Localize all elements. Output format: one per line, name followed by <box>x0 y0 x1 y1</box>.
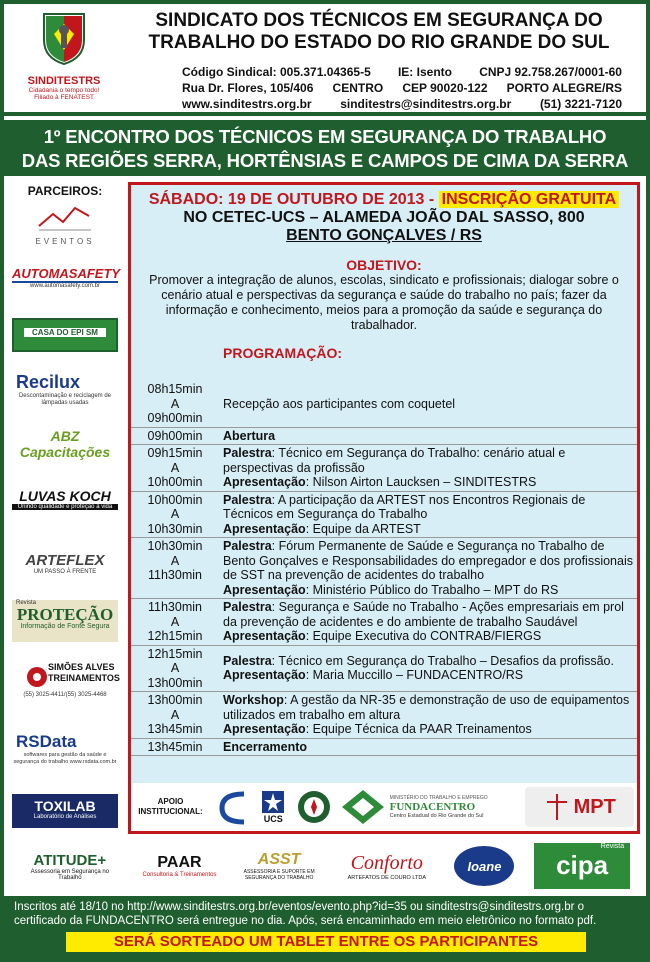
objective-title: OBJETIVO: <box>346 257 422 273</box>
partner-simoes-alves-sub: (55) 3025-4411/(55) 3025-4468 <box>23 692 107 698</box>
footer-text <box>14 900 638 928</box>
time-start: 10h30min <box>147 539 203 553</box>
schedule-row <box>131 538 637 599</box>
sponsor-asst-label: ASST <box>257 851 301 868</box>
cnpj: CNPJ 92.758.267/0001-60 <box>479 65 622 79</box>
cetec-icon <box>216 788 250 826</box>
session-kind: Palestra <box>223 492 272 507</box>
time-sep: A <box>170 507 180 521</box>
partner-protecao-sub: Informação de Fonte Segura <box>20 623 110 630</box>
time-sep: A <box>170 460 180 475</box>
partner-abz-label: ABZ Capacitações <box>19 428 111 460</box>
sponsor-atitude <box>20 852 120 881</box>
time-start: 13h00min <box>147 693 203 707</box>
sponsor-cipa-label: cipa <box>556 850 609 880</box>
schedule-row <box>131 646 637 693</box>
presenter-label: Apresentação <box>223 475 306 489</box>
schedule-description <box>219 739 637 756</box>
partner-automasafety-sub: www.automasafety.com.br <box>30 283 100 289</box>
partner-protecao-small: Revista <box>16 600 37 606</box>
apoio-label: APOIO INSTITUCIONAL: <box>138 797 203 816</box>
event-city: BENTO GONÇALVES / RS <box>286 227 482 244</box>
time-start: 09h15min <box>147 446 203 460</box>
sponsor-conforto-sub: ARTEFATOS DE COURO LTDA <box>347 874 427 881</box>
footer-text-2: ou <box>406 901 427 913</box>
schedule-table <box>131 381 637 756</box>
sponsor-ioane: Ioane <box>454 846 514 886</box>
partner-rsdata-label: RSData <box>16 732 77 751</box>
partner-recilux-label: Recilux <box>16 372 81 392</box>
logo-name: SINDITESTRS <box>27 75 101 87</box>
sponsor-paar-label: PAAR <box>157 854 202 871</box>
event-venue: NO CETEC-UCS – ALAMEDA JOÃO DAL SASSO, 800 <box>183 209 585 226</box>
shield-icon <box>36 10 92 66</box>
schedule-time <box>131 692 219 738</box>
chart-line-icon <box>35 202 95 232</box>
footer <box>4 896 646 962</box>
sponsor-cipa <box>534 843 630 889</box>
raffle-banner: SERÁ SORTEADO UM TABLET ENTRE OS PARTICIPANTES <box>66 932 586 952</box>
partner-casa-epi-label: CASA DO EPI SM <box>24 328 106 337</box>
footer-text-3: o certificado da FUNDACENTRO será entregue no dia. Após, será encaminhado em meio eletrônico no formato pdf. <box>14 901 597 927</box>
sinditestrs-logo <box>12 10 116 110</box>
event-banner <box>4 120 646 176</box>
time-end: 10h00min <box>147 475 203 489</box>
partner-luvas-koch-sub: Unindo qualidade e proteção à vida <box>12 504 118 510</box>
partner-simoes-alves-label: SIMÕES ALVES TREINAMENTOS <box>48 662 120 683</box>
schedule-description <box>219 445 637 491</box>
apoio-fundacentro-sub: Centro Estadual do Rio Grande do Sul <box>389 812 484 819</box>
schedule-row <box>131 381 637 428</box>
time-start: 09h00min <box>147 428 203 443</box>
session-kind: Encerramento <box>223 739 308 754</box>
header <box>4 4 646 116</box>
time-sep: A <box>170 396 180 411</box>
partner-automasafety <box>12 266 121 306</box>
time-end: 13h00min <box>147 675 203 690</box>
mpt-scales-icon <box>544 792 570 822</box>
schedule-description <box>219 538 637 598</box>
partner-simoes-alves <box>12 662 118 714</box>
schedule-description <box>219 692 637 738</box>
presenter: : Maria Muccillo – FUNDACENTRO/RS <box>305 668 524 683</box>
time-start: 12h15min <box>147 646 203 661</box>
schedule-row <box>131 599 637 646</box>
address-street: Rua Dr. Flores, 105/406 <box>182 81 314 95</box>
session-kind: Palestra <box>223 446 272 460</box>
time-start: 10h00min <box>147 492 203 507</box>
session-title: : A gestão da NR-35 e demonstração de uso de equipamentos utilizados em trabalho em altura <box>223 693 630 722</box>
codigo-sindical: Código Sindical: 005.371.04365-5 <box>182 65 371 79</box>
partner-luvas-koch-label: LUVAS KOCH <box>19 488 111 504</box>
website-link[interactable]: www.sinditestrs.org.br <box>182 97 312 111</box>
program-title: PROGRAMAÇÃO: <box>223 345 342 361</box>
partners-title: PARCEIROS: <box>27 184 103 198</box>
schedule-row <box>131 692 637 739</box>
union-info <box>182 64 622 112</box>
title-line-1: SINDICATO DOS TÉCNICOS EM SEGURANÇA DO <box>155 10 603 31</box>
schedule-time <box>131 381 219 427</box>
sponsor-asst-sub: ASSESSORIA E SUPORTE EM SEGURANÇA DO TRABALHO <box>243 869 315 881</box>
schedule-row <box>131 428 637 446</box>
partner-toxilab <box>12 794 118 828</box>
address-cep: CEP 90020-122 <box>402 81 488 95</box>
apoio-logo-ucs <box>259 787 289 827</box>
sponsor-cipa-small: Revista <box>600 843 625 850</box>
apoio-logo-cetec <box>213 787 253 827</box>
apoio-fundacentro-label: FUNDACENTRO <box>389 800 476 813</box>
registration-email-link[interactable]: sinditestrs@sinditestrs.org.br <box>426 901 575 913</box>
bottom-sponsors <box>4 836 646 896</box>
free-registration-badge: INSCRIÇÃO GRATUITA <box>439 191 620 208</box>
sponsor-conforto-label: Conforto <box>350 851 423 874</box>
apoio-logo-fundacentro <box>340 787 520 827</box>
schedule-time <box>131 739 219 756</box>
session-title: : Fórum Permanente de Saúde e Segurança no Trabalho de Bento Gonçalves e Responsabilidades do empregador e dos profissionais de SST na prevenção de acidentes do trabalho <box>223 539 633 582</box>
time-start: 08h15min <box>147 382 203 396</box>
partner-protecao <box>12 600 118 642</box>
ucs-star-icon <box>261 790 285 814</box>
logo-affiliation: Filiado à FENATEST <box>34 94 94 101</box>
partner-recilux <box>12 372 118 412</box>
schedule-description <box>219 492 637 538</box>
schedule-time <box>131 646 219 692</box>
partner-casa-epi <box>12 318 118 352</box>
time-end: 10h30min <box>147 521 203 536</box>
presenter-label: Apresentação <box>223 722 306 736</box>
session-title: : Segurança e Saúde no Trabalho - Ações empresariais em prol da prevenção de acidentes e do ambiente de trabalho Saudável <box>223 600 624 629</box>
fundacentro-icon <box>340 788 386 826</box>
ie: IE: Isento <box>397 65 452 79</box>
session-kind: Palestra <box>223 539 272 553</box>
session-title: : Técnico em Segurança do Trabalho – Desafios da profissão. <box>271 653 614 668</box>
logo-slogan: Cidadania o tempo todo! <box>28 87 100 94</box>
partners-sidebar <box>4 176 126 836</box>
partner-eventos <box>12 202 118 248</box>
schedule-description <box>219 381 637 427</box>
apoio-mte: MINISTÉRIO DO TRABALHO E EMPREGO <box>389 794 488 801</box>
sponsor-conforto <box>339 852 435 881</box>
sponsor-atitude-label: ATITUDE+ <box>33 851 107 869</box>
schedule-description <box>219 646 637 692</box>
time-sep: A <box>170 707 180 722</box>
schedule-row <box>131 492 637 539</box>
time-end: 11h30min <box>148 568 202 582</box>
schedule-time <box>131 445 219 491</box>
time-start: 11h30min <box>148 600 202 614</box>
session-title: Recepção aos participantes com coquetel <box>223 396 456 411</box>
time-end: 09h00min <box>147 411 203 425</box>
schedule-description <box>219 428 637 445</box>
objective-text: Promover a integração de alunos, escolas, sindicato e profissionais; dialogar sobre o cenário atual e perspectivas da segurança e saúde do trabalho no país; fazer da informação e conhecimento, meios para a promoção da saúde e segurança do trabalhador. <box>149 273 619 332</box>
schedule-row <box>131 739 637 757</box>
session-kind: Palestra <box>223 653 272 668</box>
partner-abz <box>12 428 118 468</box>
partner-rsdata <box>12 732 118 774</box>
presenter-label: Apresentação <box>223 521 306 536</box>
firefighter-badge-icon <box>296 789 332 825</box>
banner-line-2: DAS REGIÕES SERRA, HORTÊNSIAS E CAMPOS DE CIMA DA SERRA <box>21 150 629 171</box>
apoio-mpt-label: MPT <box>573 795 616 818</box>
schedule-description <box>219 599 637 645</box>
session-title: : A participação da ARTEST nos Encontros Regionais de Técnicos em Segurança do Trabalho <box>223 492 586 521</box>
presenter-label: Apresentação <box>223 582 306 597</box>
time-sep: A <box>170 661 180 675</box>
phone: (51) 3221-7120 <box>539 97 622 111</box>
apoio-logo-mpt <box>525 787 634 827</box>
institutional-support <box>131 783 637 831</box>
schedule-time <box>131 428 219 445</box>
presenter-label: Apresentação <box>223 668 306 683</box>
apoio-ucs-label: UCS <box>263 814 283 824</box>
union-title <box>124 10 634 54</box>
time-sep: A <box>170 553 180 568</box>
time-end: 13h45min <box>147 722 203 736</box>
event-details <box>128 182 640 834</box>
title-line-2: TRABALHO DO ESTADO DO RIO GRANDE DO SUL <box>148 32 610 53</box>
session-title: : Técnico em Segurança do Trabalho: cenário atual e perspectivas da profissão <box>223 446 566 475</box>
time-end: 12h15min <box>147 629 203 643</box>
presenter: : Equipe da ARTEST <box>305 521 421 536</box>
simoes-alves-icon <box>26 666 48 688</box>
partner-rsdata-sub: softwares para gestão da saúde e segurança do trabalho www.rsdata.com.br <box>13 752 117 765</box>
schedule-time <box>131 538 219 598</box>
presenter: : Equipe Técnica da PAAR Treinamentos <box>305 722 532 736</box>
registration-link[interactable]: http://www.sinditestrs.org.br/eventos/evento.php?id=35 <box>127 901 407 913</box>
partner-recilux-sub: Descontaminação e reciclagem de lâmpadas usadas <box>18 393 112 406</box>
schedule-time <box>131 599 219 645</box>
presenter-label: Apresentação <box>223 629 306 643</box>
partner-arteflex-label: ARTEFLEX <box>25 552 105 569</box>
email-link[interactable]: sinditestrs@sinditestrs.org.br <box>340 97 512 111</box>
presenter: : Equipe Executiva do CONTRAB/FIERGS <box>305 629 542 643</box>
apoio-logo-bombeiros <box>294 787 334 827</box>
partner-automasafety-label: AUTOMASAFETY <box>12 266 121 281</box>
partner-luvas-koch <box>12 488 118 528</box>
presenter: : Nilson Airton Laucksen – SINDITESTRS <box>305 475 537 489</box>
banner-line-1: 1º ENCONTRO DOS TÉCNICOS EM SEGURANÇA DO TRABALHO <box>43 126 607 147</box>
sponsor-asst <box>239 851 319 881</box>
schedule-time <box>131 492 219 538</box>
sponsor-atitude-sub: Assessoria em Segurança no Trabalho <box>30 868 110 881</box>
partner-eventos-label: EVENTOS <box>35 237 95 246</box>
sponsor-paar <box>139 854 219 878</box>
session-kind: Palestra <box>223 600 272 614</box>
schedule-row <box>131 445 637 492</box>
partner-arteflex <box>12 552 118 582</box>
address-city: PORTO ALEGRE/RS <box>506 81 622 95</box>
partner-toxilab-sub: Laboratório de Análises <box>33 814 97 820</box>
time-start: 13h45min <box>147 739 203 754</box>
event-headline <box>131 191 637 245</box>
time-sep: A <box>170 614 180 629</box>
partner-toxilab-label: TOXILAB <box>34 798 96 814</box>
session-kind: Workshop <box>223 693 284 707</box>
partner-protecao-label: PROTEÇÃO <box>16 605 114 624</box>
event-date: SÁBADO: 19 DE OUTUBRO DE 2013 - <box>148 191 435 208</box>
footer-text-1: Inscritos até 18/10 no <box>14 901 128 913</box>
sponsor-paar-sub: Consultoria & Treinamentos <box>142 872 217 878</box>
partner-arteflex-sub: UM PASSO À FRENTE <box>33 569 97 575</box>
presenter: : Ministério Público do Trabalho – MPT do RS <box>305 582 559 597</box>
session-kind: Abertura <box>223 428 276 443</box>
address-district: CENTRO <box>332 81 384 95</box>
